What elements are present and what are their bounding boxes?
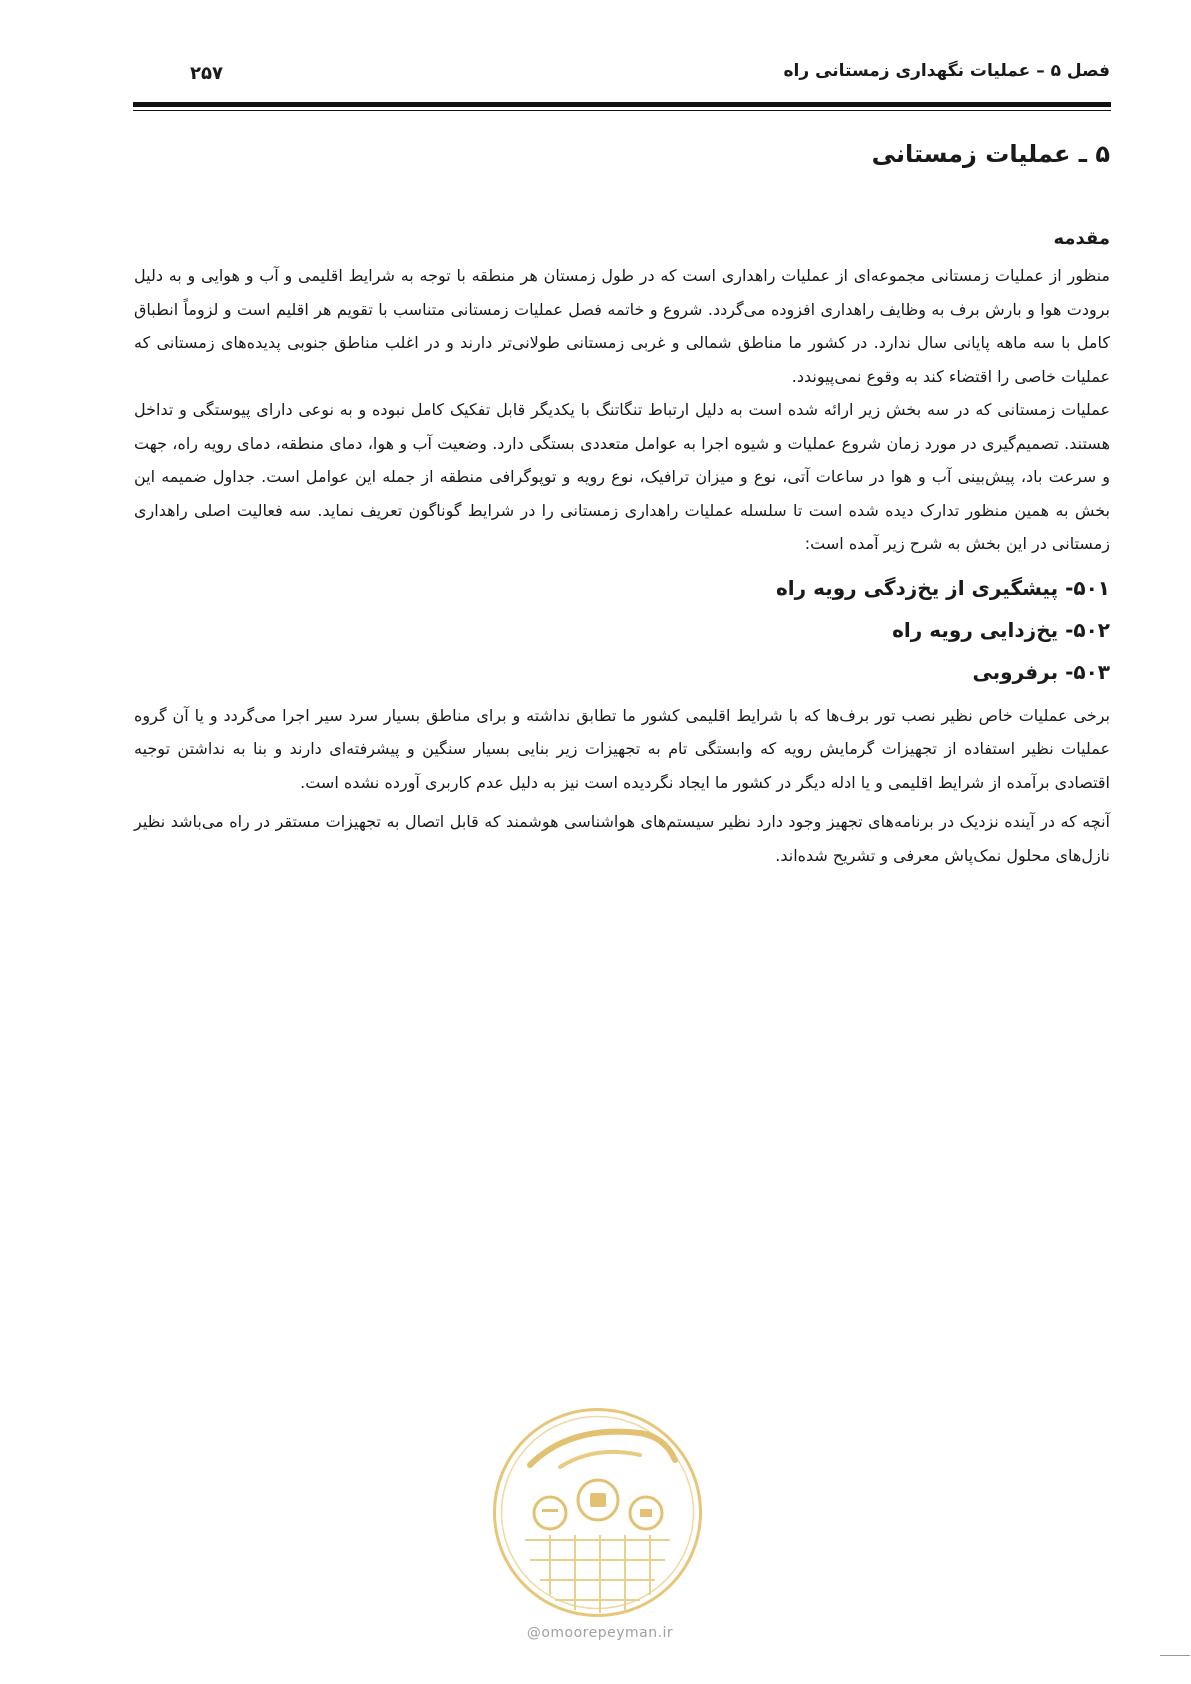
header-rule-thick (133, 102, 1111, 107)
page-body (134, 130, 1110, 872)
running-header-title: فصل ۵ – عملیات نگهداری زمستانی راه (783, 61, 1110, 81)
body-paragraph-3: برخی عملیات خاص نظیر نصب تور برف‌ها که با شرایط اقلیمی کشور ما تطابق نداشته و برای مناطق بسیار سرد سیر اجرا می‌گردد و یا آن گروه عملیات نظیر استفاده از تجهیزات گرمایش رویه که وابستگی تام به تجهیزات زیر بنایی بسیار سنگین و پیشرفته‌ای دارند و بنا به نداشتن توجیه اقتصادی برآمده از شرایط اقلیمی و یا ادله دیگر در کشور ما ایجاد نگردیده است نیز به دلیل عدم کاربری آورده نشده است. (134, 705, 1110, 792)
activity-list (134, 567, 1110, 693)
margin-mark (1160, 1655, 1190, 1656)
activity-item-502: ۵۰۲- یخ‌زدایی رویه راه (892, 617, 1110, 642)
chapter-title: ۵ ـ عملیات زمستانی (871, 140, 1110, 168)
header-rule-thin (133, 110, 1111, 111)
page-header (130, 55, 1110, 95)
watermark-url: @omoorepeyman.ir (526, 1625, 674, 1641)
activity-item-501: ۵۰۱- پیشگیری از یخ‌زدگی رویه راه (775, 575, 1110, 600)
intro-paragraph-2: عملیات زمستانی که در سه بخش زیر ارائه شده است به دلیل ارتباط تنگاتنگ با یکدیگر قابل تفکیک کامل نبوده و به نوعی دارای پیوستگی و تداخل هستند. تصمیم‌گیری در مورد زمان شروع عملیات و شیوه اجرا به عوامل متعددی بستگی دارد. وضعیت آب و هوا، دمای منطقه، دمای رویه راه، جهت و سرعت باد، پیش‌بینی آب و هوا در ساعات آتی، نوع و میزان ترافیک، نوع رویه و توپوگرافی منطقه از جمله این عوامل است. جداول ضمیمه این بخش به همین منظور تدارک دیده شده است تا سلسله عملیات راهداری زمستانی را در شرایط گوناگون تعریف نماید. سه فعالیت اصلی راهداری زمستانی در این بخش به شرح زیر آمده است: (134, 400, 1110, 553)
body-paragraph-4: آنچه که در آینده نزدیک در برنامه‌های تجهیز وجود دارد نظیر سیستم‌های هواشناسی هوشمند که قابل اتصال به تجهیزات مستقر در راه می‌باشد نظیر نازل‌های محلول نمک‌پاش معرفی و تشریح شده‌اند. (134, 812, 1110, 865)
section-title: مقدمه (1053, 228, 1110, 249)
intro-paragraph-1: منظور از عملیات زمستانی مجموعه‌ای از عملیات راهداری است که در طول زمستان هر منطقه با توجه به شرایط اقلیمی و آب و هوایی و به دلیل برودت هوا و بارش برف به وظایف راهداری افزوده می‌گردد. شروع و خاتمه فصل عملیات زمستانی متناسب با تقویم هر اقلیم است و لزوماً انطباق کامل با سه ماهه پایانی سال ندارد. در کشور ما مناطق شمالی و غربی زمستانی طولانی‌تر دارند و در اغلب مناطق جنوبی پدیده‌های زمستانی که عملیات خاصی را اقتضاء کند به وقوع نمی‌پیوندد. (134, 266, 1110, 386)
activity-item-503: ۵۰۳- برفروبی (972, 659, 1110, 684)
watermark-seal-logo (490, 1405, 705, 1620)
page-number: ۲۵۷ (190, 63, 223, 84)
